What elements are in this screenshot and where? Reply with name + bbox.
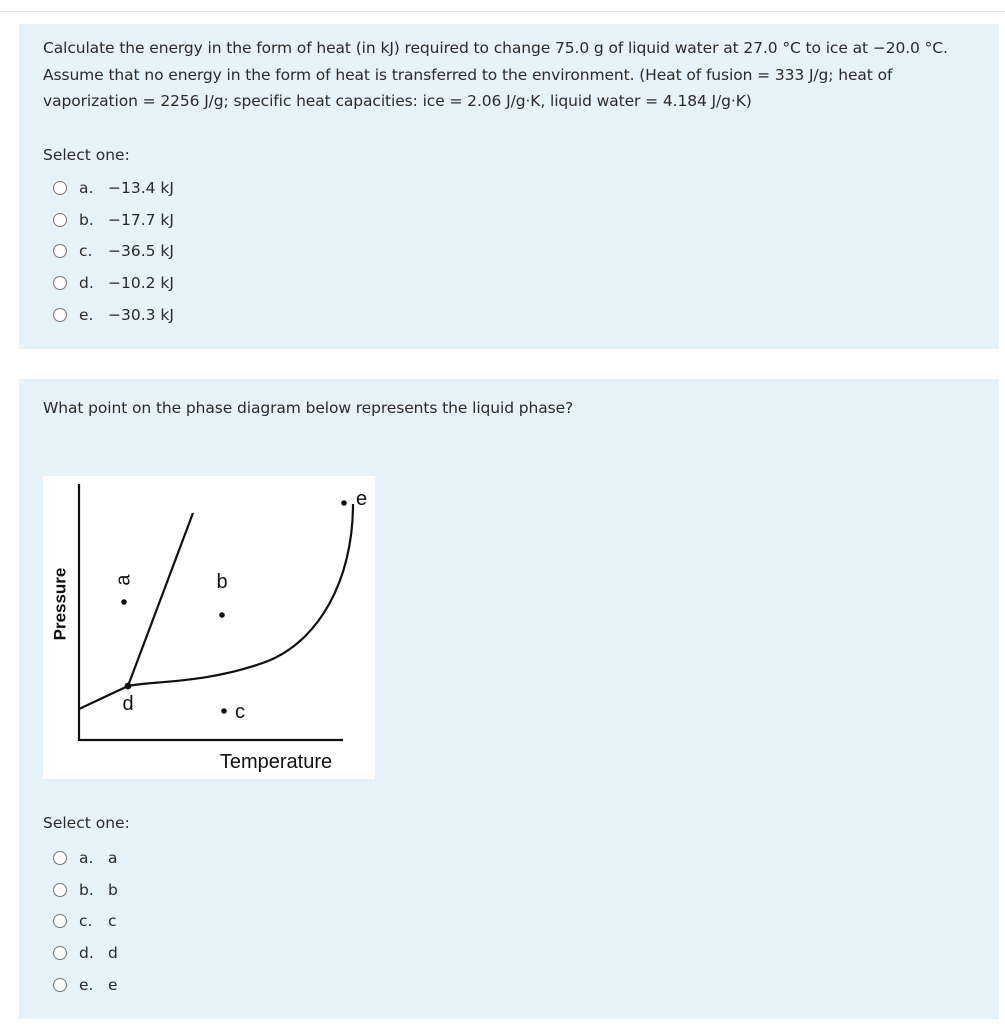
radio-button[interactable]: [53, 181, 67, 195]
sublimation-curve: [79, 686, 128, 709]
point-c-label: c: [235, 701, 245, 723]
radio-button[interactable]: [53, 308, 67, 322]
radio-button[interactable]: [53, 914, 67, 928]
option-text: −36.5 kJ: [108, 242, 174, 261]
answer-option-c[interactable]: [53, 236, 174, 268]
option-letter: d.: [79, 944, 94, 963]
x-axis-label: Temperature: [219, 751, 333, 773]
option-text: e: [108, 976, 118, 995]
select-one-label: Select one:: [43, 814, 130, 832]
top-divider: [0, 11, 1005, 12]
fusion-curve: [128, 513, 193, 686]
option-letter: c.: [79, 242, 93, 261]
radio-button[interactable]: [53, 978, 67, 992]
answer-option-b[interactable]: [53, 204, 174, 236]
point-e-label: e: [356, 488, 368, 510]
option-letter: c.: [79, 912, 93, 931]
answer-option-e[interactable]: [53, 969, 118, 1001]
y-axis-label: Pressure: [50, 567, 70, 641]
option-letter: a.: [79, 848, 94, 867]
answer-options: [53, 842, 118, 1001]
point-b-marker: [219, 612, 225, 618]
option-letter: e.: [79, 306, 94, 325]
answer-option-e[interactable]: [53, 299, 174, 331]
point-c-marker: [221, 708, 227, 714]
radio-button[interactable]: [53, 244, 67, 258]
answer-option-c[interactable]: [53, 906, 118, 938]
answer-option-b[interactable]: [53, 874, 118, 906]
question-text: What point on the phase diagram below represents the liquid phase?: [43, 399, 574, 417]
option-text: −30.3 kJ: [108, 306, 174, 325]
option-text: b: [108, 880, 118, 899]
point-a-label: a: [112, 574, 135, 586]
point-d-label: d: [122, 693, 134, 715]
option-letter: b.: [79, 210, 94, 229]
option-text: a: [108, 848, 118, 867]
question-card-1: [19, 24, 999, 349]
option-text: d: [108, 944, 118, 963]
point-d-marker: [125, 683, 132, 690]
answer-options: [53, 172, 174, 331]
answer-option-a[interactable]: [53, 172, 174, 204]
option-letter: e.: [79, 976, 94, 995]
question-card-2: [19, 379, 999, 1019]
option-letter: a.: [79, 178, 94, 197]
radio-button[interactable]: [53, 276, 67, 290]
answer-option-a[interactable]: [53, 842, 118, 874]
radio-button[interactable]: [53, 851, 67, 865]
option-letter: d.: [79, 274, 94, 293]
option-text: −13.4 kJ: [108, 178, 174, 197]
option-letter: b.: [79, 880, 94, 899]
question-text: Calculate the energy in the form of heat (in kJ) required to change 75.0 g of liquid water at 27.0 °C to ice at −20.0 °C. Assume that no energy in the form of heat is transferred to the environment. (Heat of fusion = 333 J/g; heat of vaporization = 2256 J/g; specific heat capacities: ice = 2.06 J/g·K, liquid water = 4.184 J/g·K): [43, 39, 948, 110]
select-one-label: Select one:: [43, 146, 130, 164]
radio-button[interactable]: [53, 883, 67, 897]
option-text: −10.2 kJ: [108, 274, 174, 293]
option-text: c: [108, 912, 117, 931]
option-text: −17.7 kJ: [108, 210, 174, 229]
point-e-marker: [341, 500, 347, 506]
answer-option-d[interactable]: [53, 267, 174, 299]
point-a-marker: [121, 599, 127, 605]
point-b-label: b: [216, 571, 228, 593]
phase-diagram-svg: [43, 476, 375, 779]
answer-option-d[interactable]: [53, 937, 118, 969]
phase-diagram: [43, 476, 375, 779]
radio-button[interactable]: [53, 946, 67, 960]
radio-button[interactable]: [53, 213, 67, 227]
